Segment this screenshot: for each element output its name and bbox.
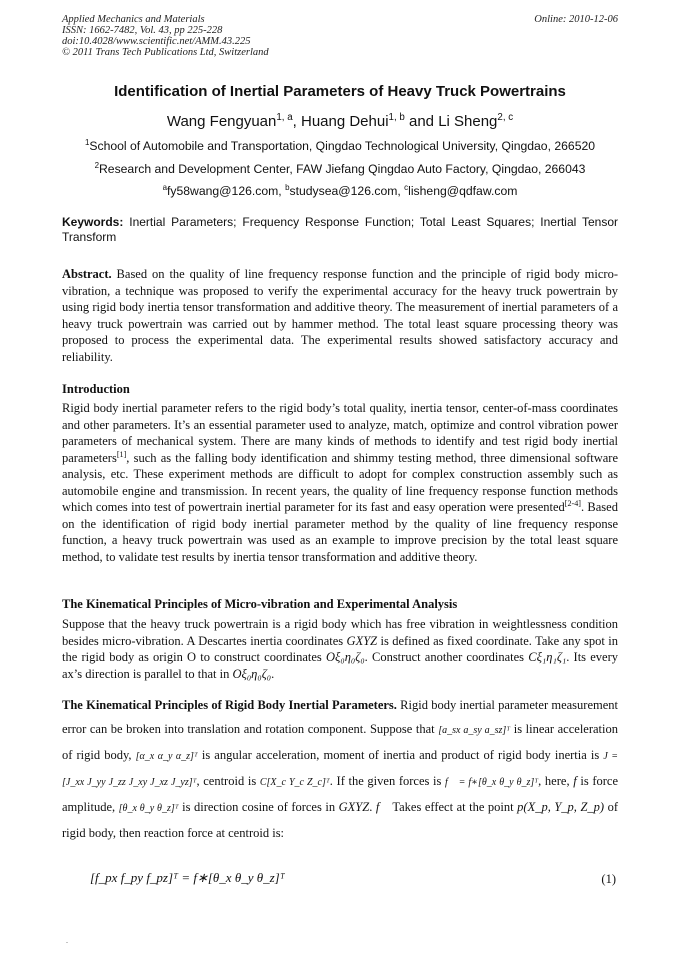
affiliation-1 bbox=[62, 139, 618, 153]
math-vector: J = [J_xx J_yy J_zz J_xy J_xz J_yz]ᵀ bbox=[62, 751, 618, 788]
issn-line: ISSN: 1662-7482, Vol. 43, pp 225-228 bbox=[62, 25, 223, 36]
equation-1: [f_px f_py f_pz]ᵀ = f∗[θ_x θ_y θ_z]ᵀ bbox=[90, 870, 285, 885]
paragraph-text: Rigid body inertial parameter refers to the rigid body’s total quality, inertia tensor, center-of-mass coordinates and other parameters. It’s an essential parameter used to analyze, match, optimize and control vibration power parameters of mechanical system. There are many kinds of methods to identify and test rigid body inertial parameters bbox=[62, 401, 618, 465]
paragraph-text: Rigid body inertial parameter measurement error can be broken into translation and rotation component. Suppose that bbox=[62, 698, 618, 736]
math-vector: f⃗ = f∗[θ_x θ_y θ_z]ᵀ bbox=[445, 777, 539, 788]
paragraph-text: is linear acceleration of rigid body, bbox=[62, 722, 619, 762]
paragraph-text: . If the given forces is bbox=[329, 774, 446, 788]
math-symbol: p(X_p, Y_p, Z_p) bbox=[517, 800, 605, 814]
paragraph-text: is direction cosine of forces in bbox=[178, 800, 339, 814]
math-vector: C[X_c Y_c Z_c]ᵀ bbox=[259, 777, 330, 788]
email-link[interactable]: lisheng@qdfaw.com bbox=[408, 184, 518, 198]
author-separator: and bbox=[404, 113, 439, 130]
affiliation-text: Research and Development Center, FAW Jiefang Qingdao Auto Factory, Qingdao, 266043 bbox=[98, 162, 586, 176]
author-affiliation-mark: 1, b bbox=[388, 112, 405, 123]
email-link[interactable]: fy58wang@126.com, bbox=[167, 184, 286, 198]
author-name: Wang Fengyuan bbox=[166, 113, 277, 130]
paragraph-text: of rigid body, then reaction force at centroid is: bbox=[62, 800, 619, 840]
author-separator: , bbox=[292, 113, 301, 130]
section-heading-introduction: Introduction bbox=[62, 382, 130, 396]
run-in-heading: The Kinematical Principles of Rigid Body Inertial Parameters. bbox=[62, 698, 397, 712]
paragraph-text: Takes effect at the point bbox=[389, 800, 518, 814]
math-symbol: Cξ₁η₁ζ₁ bbox=[528, 650, 567, 664]
email-mark: a bbox=[162, 182, 168, 192]
affiliation-2 bbox=[62, 162, 618, 176]
paragraph-text: . Based on the identification of rigid body inertial parameter method by the quality of line frequency response function, a heavy truck powertrain was used as an example to improve precision by the total least square method, to validate test results by inertia tensor transformation and additive theory. bbox=[62, 500, 618, 564]
citation-ref[interactable]: [1] bbox=[116, 449, 127, 459]
math-symbol: Oξ₀η₀ζ₀ bbox=[325, 650, 365, 664]
journal-name: Applied Mechanics and Materials bbox=[62, 14, 205, 25]
paragraph-text: . bbox=[369, 800, 376, 814]
math-symbol: f bbox=[573, 774, 577, 788]
paragraph-text: , such as the falling body identification and shimmy testing method, three dimensional software analysis, etc. These experiment methods are difficult to adopt for complex construction assembly such as automobile engine and transmission. In recent years, the quality of line frequency response function methods which comes into test of powertrain inertial parameter for its fast and easy operation were presented bbox=[62, 450, 618, 514]
math-symbol: GXYZ bbox=[338, 800, 370, 814]
paragraph-text: is defined as fixed coordinate. Take any spot in the rigid body as origin O to construct coordinates bbox=[62, 633, 618, 664]
section-heading-kinematics: The Kinematical Principles of Micro-vibration and Experimental Analysis bbox=[62, 597, 458, 611]
copyright-line: © 2011 Trans Tech Publications Ltd, Switzerland bbox=[62, 47, 269, 58]
math-symbol: GXYZ bbox=[346, 633, 378, 648]
paragraph-text: is force amplitude, bbox=[62, 774, 619, 814]
citation-ref[interactable]: [2-4] bbox=[564, 498, 581, 508]
affiliation-mark: 1 bbox=[84, 137, 90, 147]
footer-mark: . bbox=[66, 936, 68, 945]
paragraph-text: is angular acceleration, moment of inertia and product of rigid body inertia is bbox=[197, 748, 604, 762]
affiliation-mark: 2 bbox=[94, 160, 99, 170]
rigid-body-paragraph bbox=[62, 693, 618, 845]
paragraph-text: , here, bbox=[538, 774, 574, 788]
author-name: Huang Dehui bbox=[300, 113, 389, 130]
journal-header bbox=[62, 14, 618, 58]
abstract-label: Abstract. bbox=[62, 267, 112, 281]
math-vector: [α_x α_y α_z]ᵀ bbox=[135, 751, 198, 762]
online-date: Online: 2010-12-06 bbox=[534, 14, 618, 25]
paragraph-text: , centroid is bbox=[196, 774, 260, 788]
keywords-text: Inertial Parameters; Frequency Response Function; Total Least Squares; Inertial Tensor Transform bbox=[62, 215, 618, 244]
abstract bbox=[62, 266, 618, 365]
email-mark: b bbox=[285, 182, 290, 192]
introduction-paragraph bbox=[62, 400, 618, 565]
author-list bbox=[62, 113, 618, 130]
paper-title: Identification of Inertial Parameters of Heavy Truck Powertrains bbox=[114, 83, 566, 100]
paragraph-text: . bbox=[271, 666, 275, 681]
author-name: Li Sheng bbox=[438, 113, 498, 130]
equation-number: (1) bbox=[601, 872, 616, 886]
affiliation-text: School of Automobile and Transportation, Qingdao Technological University, Qingdao, 266520 bbox=[89, 139, 596, 153]
abstract-text: Based on the quality of line frequency response function and the principle of rigid body micro-vibration, a technique was proposed to verify the experimental accuracy for the heavy truck powertrain by using rigid body inertia tensor transformation and additive theory. The measurement of inertial parameters of a heavy truck powertrain was carried out by hammer method. The total least square processing theory was proposed to process the experimental data. The experimental results showed satisfactory accuracy and reliability. bbox=[62, 267, 618, 364]
paragraph-text: Suppose that the heavy truck powertrain is a rigid body which has free vibration in weightlessness condition besides micro-vibration. A Descartes inertia coordinates bbox=[62, 617, 618, 648]
paragraph-text: . Construct another coordinates bbox=[364, 650, 529, 664]
keywords-label: Keywords: bbox=[62, 215, 124, 229]
author-emails bbox=[62, 184, 618, 198]
math-vector: [a_sx a_sy a_sz]ᵀ bbox=[438, 725, 511, 736]
author-affiliation-mark: 2, c bbox=[497, 112, 514, 123]
math-symbol: Oξ₀η₀ζ₀ bbox=[232, 666, 272, 681]
email-link[interactable]: studysea@126.com, bbox=[289, 184, 405, 198]
author-affiliation-mark: 1, a bbox=[276, 112, 293, 123]
math-symbol: f⃗ bbox=[375, 800, 390, 814]
keywords bbox=[62, 215, 618, 245]
doi-line: doi:10.4028/www.scientific.net/AMM.43.225 bbox=[62, 36, 251, 47]
math-vector: [θ_x θ_y θ_z]ᵀ bbox=[118, 803, 179, 814]
kinematics-paragraph bbox=[62, 616, 618, 682]
paragraph-text: . Its every ax’s direction is parallel to that in bbox=[62, 650, 618, 681]
email-mark: c bbox=[404, 182, 409, 192]
